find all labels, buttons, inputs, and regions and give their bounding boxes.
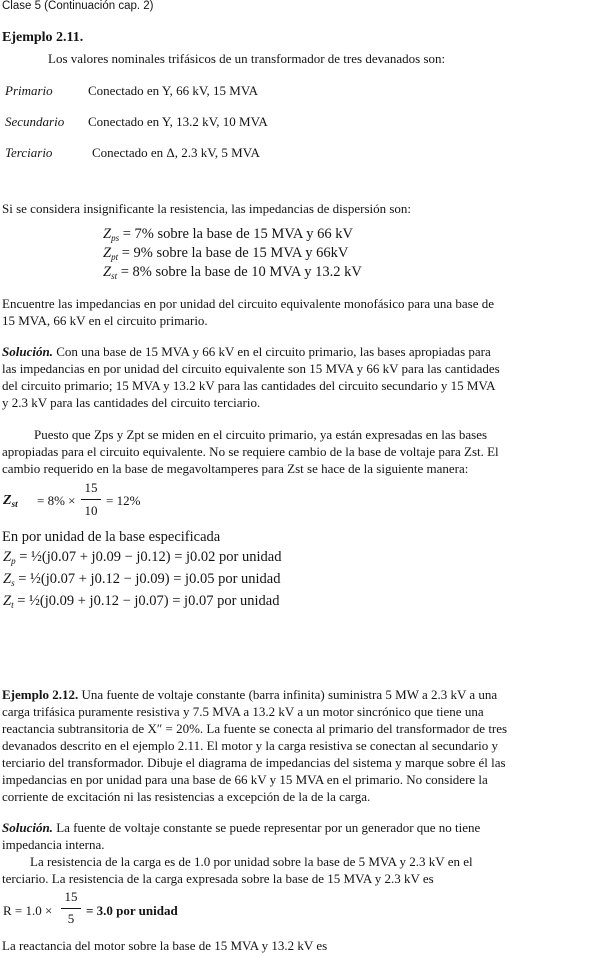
r-equation-lhs: R = 1.0 × xyxy=(3,903,53,918)
example-2-12-line-7: corriente de excitación ni las resistencias a excepción de la de la carga. xyxy=(2,789,371,804)
example-2-12-solution-line-2: impedancia interna. xyxy=(2,837,105,852)
example-2-12-line-4: devanados descrito en el ejemplo 2.11. El motor y la carga resistiva se conectan al secundario y xyxy=(2,738,498,753)
pu-heading: En por unidad de la base especificada xyxy=(2,529,221,545)
winding-label-primary: Primario xyxy=(5,83,53,98)
impedance-zpt: $Z_{pt} = 9\%$ sobre la base de 15 MVA y 66kV xyxy=(103,245,349,262)
resistance-note: Si se considera insignificante la resistencia, las impedancias de dispersión son: xyxy=(2,201,412,216)
impedance-zst: $Z_{st} = 8\%$ sobre la base de 10 MVA y 13.2 kV xyxy=(103,264,362,281)
zst-fraction-bar xyxy=(81,499,101,500)
zst-equation-rhs: = 12% xyxy=(106,493,141,508)
impedance-zps: $Z_{ps} = 7\%$ sobre la base de 15 MVA y 66 kV xyxy=(103,226,353,243)
r-fraction-bar xyxy=(61,908,81,909)
winding-value-tertiary: Conectado en Δ, 2.3 kV, 5 MVA xyxy=(92,145,260,160)
solution-line-2: las impedancias en por unidad del circuito equivalente son 15 MVA y 66 kV para las cantidades xyxy=(2,361,500,376)
load-line-2: terciario. La resistencia de la carga expresada sobre la base de 15 MVA y 2.3 kV es xyxy=(2,871,434,886)
example-2-12-line-2: carga trifásica puramente resistiva y 7.5 MVA a 13.2 kV a un motor sincrónico que tiene una xyxy=(2,704,484,719)
example-2-12-solution-line-1: Solución. La fuente de voltaje constante se puede representar por un generador que no tiene xyxy=(2,820,481,835)
winding-label-secondary: Secundario xyxy=(5,114,65,129)
pu-line-zt: $Z_t$ = ½(j0.09 + j0.12 − j0.07) = j0.07 por unidad xyxy=(3,593,280,610)
para2-line-3: cambio requerido en la base de megavoltamperes para Zst se hace de la siguiente manera: xyxy=(2,461,469,476)
task-line-1: Encuentre las impedancias en por unidad del circuito equivalente monofásico para una base de xyxy=(2,296,495,311)
example-2-12-line-5: terciario del transformador. Dibuje el diagrama de impedancias del sistema y marque sobre él las xyxy=(2,755,506,770)
example-2-12-line-1: Ejemplo 2.12. Una fuente de voltaje constante (barra infinita) suministra 5 MW a 2.3 kV a una xyxy=(2,687,498,702)
para2-line-1: Puesto que Zps y Zpt se miden en el circuito primario, ya están expresadas en las bases xyxy=(34,427,488,442)
example-2-11-intro: Los valores nominales trifásicos de un transformador de tres devanados son: xyxy=(48,51,446,66)
winding-label-tertiary: Terciario xyxy=(5,145,53,160)
zst-fraction-denominator: 10 xyxy=(84,503,98,518)
winding-value-secondary: Conectado en Y, 13.2 kV, 10 MVA xyxy=(88,114,268,129)
winding-value-primary: Conectado en Y, 66 kV, 15 MVA xyxy=(88,83,258,98)
example-2-11-title: Ejemplo 2.11. xyxy=(2,30,84,45)
load-line-1: La resistencia de la carga es de 1.0 por unidad sobre la base de 5 MVA y 2.3 kV en el xyxy=(30,854,473,869)
pu-line-zs: $Z_s$ = ½(j0.07 + j0.12 − j0.09) = j0.05 por unidad xyxy=(3,571,281,588)
example-2-12-line-3: reactancia subtransitoria de X″ = 20%. La fuente se conecta al primario del transformador de tres xyxy=(2,721,508,736)
page-header: Clase 5 (Continuación cap. 2) xyxy=(2,0,154,12)
solution-line-4: y 2.3 kV para las cantidades del circuito terciario. xyxy=(2,395,261,410)
zst-equation-mid: = 8% × xyxy=(37,493,76,508)
solution-line-3: del circuito primario; 15 MVA y 13.2 kV para las cantidades del circuito secundario y 15 MVA xyxy=(2,378,496,393)
pu-line-zp: $Z_p$ = ½(j0.07 + j0.09 − j0.12) = j0.02 por unidad xyxy=(3,549,282,566)
r-fraction-numerator: 15 xyxy=(64,889,78,904)
zst-fraction-numerator: 15 xyxy=(84,480,98,495)
r-fraction-denominator: 5 xyxy=(67,911,75,926)
para2-line-2: apropiadas para el circuito equivalente. No se requiere cambio de la base de voltaje para Zst. El xyxy=(2,444,499,459)
r-equation-rhs: = 3.0 por unidad xyxy=(86,903,178,918)
motor-reactance-line: La reactancia del motor sobre la base de 15 MVA y 13.2 kV es xyxy=(2,938,328,953)
zst-equation-lhs: $Z_{st}$ xyxy=(3,493,18,509)
task-line-2: 15 MVA, 66 kV en el circuito primario. xyxy=(2,313,208,328)
solution-line-1: Solución. Con una base de 15 MVA y 66 kV en el circuito primario, las bases apropiadas para xyxy=(2,344,491,359)
example-2-12-line-6: impedancias en por unidad para una base de 66 kV y 15 MVA en el primario. No considere la xyxy=(2,772,488,787)
